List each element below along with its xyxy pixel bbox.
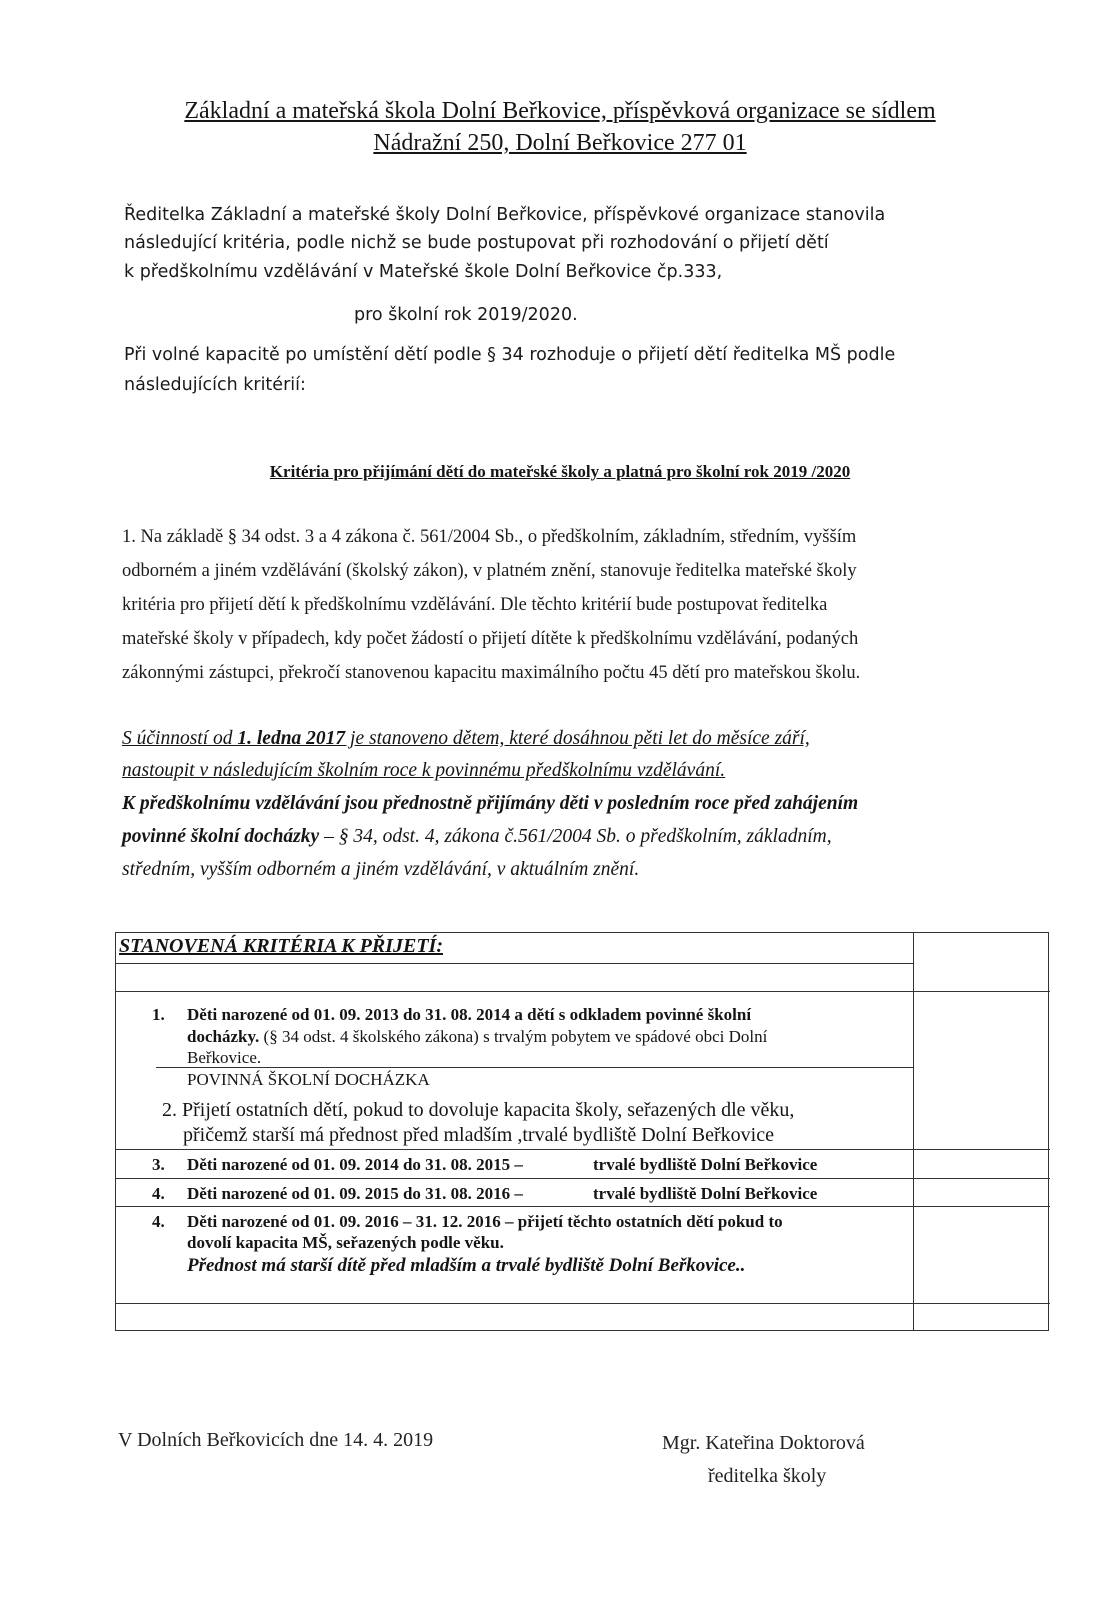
table-row-divider [116, 963, 913, 964]
row-4-number: 4. [152, 1184, 165, 1203]
place-and-date: V Dolních Beřkovicích dne 14. 4. 2019 [118, 1429, 434, 1451]
intro-line-6: následujících kritérií: [124, 375, 306, 395]
table-row-divider [116, 1206, 1050, 1207]
paragraph-1-line-3: kritéria pro přijetí dětí k předškolnímu vzdělávání. Dle těchto kritérií bude postupovat ředitelka [122, 595, 828, 615]
paragraph-1-line-1: 1. Na základě § 34 odst. 3 a 4 zákona č. 561/2004 Sb., o předškolním, základním, středním, vyšším [122, 527, 857, 547]
paragraph-2-line-3: K předškolnímu vzdělávání jsou přednostně přijímány děti v posledním roce před zahájením [122, 793, 859, 814]
paragraph-2-line-5: středním, vyšším odborném a jiném vzdělávání, v aktuálním znění. [122, 859, 640, 880]
paragraph-2-line-4: povinné školní docházky – § 34, odst. 4, zákona č.561/2004 Sb. o předškolním, základním, [122, 826, 832, 847]
row-3-text: Děti narozené od 01. 09. 2014 do 31. 08. 2015 – [187, 1155, 523, 1174]
row-3-residence: trvalé bydliště Dolní Beřkovice [593, 1155, 818, 1174]
criteria-subtitle: Kritéria pro přijímání dětí do mateřské školy a platná pro školní rok 2019 /2020 [269, 462, 851, 481]
signatory-role: ředitelka školy [708, 1465, 827, 1487]
row-1-number: 1. [152, 1005, 165, 1024]
header-line-1: Základní a mateřská škola Dolní Beřkovice, příspěvková organizace se sídlem [184, 98, 936, 124]
signatory-name: Mgr. Kateřina Doktorová [662, 1432, 865, 1454]
paragraph-1-line-4: mateřské školy v případech, kdy počet žádostí o přijetí dítěte k předškolnímu vzdělávání, podaných [122, 629, 859, 649]
table-row-divider [116, 1303, 1050, 1304]
paragraph-1-line-2: odborném a jiném vzdělávání (školský zákon), v platném znění, stanovuje ředitelka mateřské školy [122, 561, 857, 581]
row-4-residence: trvalé bydliště Dolní Beřkovice [593, 1184, 818, 1203]
row-2-line-1: 2. Přijetí ostatních dětí, pokud to dovoluje kapacita školy, seřazených dle věku, [162, 1099, 795, 1121]
row-1-line-3: Beřkovice. [187, 1048, 262, 1067]
table-row-divider [116, 991, 1050, 992]
row-1-line-4: POVINNÁ ŠKOLNÍ DOCHÁZKA [187, 1070, 430, 1089]
intro-line-3: k předškolnímu vzdělávání v Mateřské škole Dolní Beřkovice čp.333, [124, 262, 723, 282]
row-3-number: 3. [152, 1155, 165, 1174]
intro-line-5: Při volné kapacitě po umístění dětí podle § 34 rozhoduje o přijetí dětí ředitelka MŠ podle [124, 345, 896, 365]
intro-line-4: pro školní rok 2019/2020. [354, 305, 578, 325]
paragraph-2-line-2: nastoupit v následujícím školním roce k povinnému předškolnímu vzdělávání. [122, 760, 726, 781]
row-2-line-2: přičemž starší má přednost před mladším ,trvalé bydliště Dolní Beřkovice [183, 1124, 774, 1146]
table-column-divider [913, 933, 914, 1330]
row-5-line-1: Děti narozené od 01. 09. 2016 – 31. 12. 2016 – přijetí těchto ostatních dětí pokud to [187, 1212, 783, 1231]
table-row-divider [156, 1067, 913, 1068]
row-5-number: 4. [152, 1212, 165, 1231]
intro-line-1: Ředitelka Základní a mateřské školy Dolní Beřkovice, příspěvkové organizace stanovila [124, 205, 886, 225]
paragraph-1-line-5: zákonnými zástupci, překročí stanovenou kapacitu maximálního počtu 45 dětí pro mateřskou školu. [122, 663, 861, 683]
row-4-text: Děti narozené od 01. 09. 2015 do 31. 08. 2016 – [187, 1184, 523, 1203]
criteria-table [115, 932, 1049, 1331]
row-1-line-2: docházky. (§ 34 odst. 4 školského zákona) s trvalým pobytem ve spádové obci Dolní [187, 1027, 768, 1046]
table-title: STANOVENÁ KRITÉRIA K PŘIJETÍ: [119, 935, 443, 957]
row-5-line-2: dovolí kapacita MŠ, seřazených podle věku. [187, 1233, 504, 1252]
table-row-divider [116, 1149, 1050, 1150]
row-5-line-3: Přednost má starší dítě před mladším a trvalé bydliště Dolní Beřkovice.. [187, 1255, 746, 1276]
intro-line-2: následující kritéria, podle nichž se bude postupovat při rozhodování o přijetí dětí [124, 233, 829, 253]
row-1-line-1: Děti narozené od 01. 09. 2013 do 31. 08. 2014 a dětí s odkladem povinné školní [187, 1005, 752, 1024]
table-row-divider [116, 1178, 1050, 1179]
paragraph-2-line-1: S účinností od 1. ledna 2017 je stanoveno dětem, které dosáhnou pěti let do měsíce září, [122, 728, 810, 749]
header-line-2: Nádražní 250, Dolní Beřkovice 277 01 [373, 130, 747, 156]
